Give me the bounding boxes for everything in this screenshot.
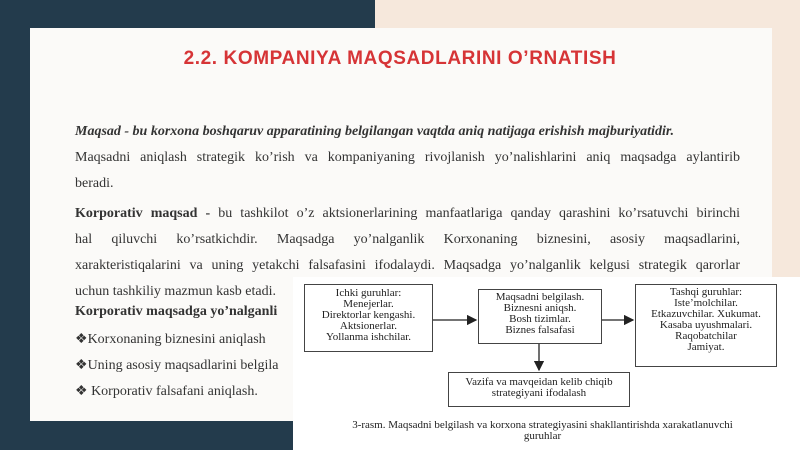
paragraph-1-line-2: beradi. (75, 176, 114, 191)
corporate-line-3: xarakteristiqalarini va uning yetakchi falsafasini ifodalaydi. Maqsadga yo’nalganlik kelgusi strategik qarorlar (75, 258, 740, 273)
box-line: Maqsadni belgilash. (495, 291, 585, 303)
bullet-list (75, 327, 278, 405)
figure-caption (305, 420, 780, 442)
list-item-text: Korporativ falsafani aniqlash. (87, 384, 258, 399)
corporate-line-2: hal qiluvchi ko’rsatkichdir. Maqsadga yo’nalganlik Korxonaning biznesini, asosiy maqsadlarini, (75, 232, 740, 247)
list-item-text: Uning asosiy maqsadlarini belgila (87, 358, 279, 373)
box-line: Vazifa va mavqeidan kelib chiqib (465, 376, 613, 388)
flow-diagram (293, 277, 800, 450)
caption-line-2: guruhlar (523, 430, 562, 442)
list-item (75, 353, 278, 379)
box-line: strategiyani ifodalash (491, 387, 587, 399)
box-line: Biznesni aniqsh. (503, 302, 577, 314)
center-goal-box (478, 289, 602, 344)
diamond-bullet-icon: ❖ (75, 384, 88, 399)
external-groups-box (635, 284, 777, 367)
slide-title: 2.2. KOMPANIYA MAQSADLARINI O’RNATISH (183, 48, 617, 69)
box-line: Ichki guruhlar: (335, 287, 402, 299)
box-line: Kasaba uyushmalari. (659, 319, 753, 331)
internal-groups-box (304, 284, 433, 352)
list-item (75, 327, 278, 353)
box-line: Raqobatchilar (675, 330, 737, 342)
caption-line-1: 3-rasm. Maqsadni belgilash va korxona strategiyasini shakllantirishda xarakatlanuvchi (352, 419, 733, 431)
box-line: Biznes falsafasi (505, 324, 575, 336)
diamond-bullet-icon: ❖ (75, 358, 88, 373)
box-line: Aktsionerlar. (339, 320, 398, 332)
box-line: Tashqi guruhlar: (669, 286, 743, 298)
corporate-line-1-rest: bu tashkilot o’z aktsionerlarining manfaatlariga qanday qarashini ko’rsatuvchi birinchi (218, 206, 741, 221)
orientation-heading: Korporativ maqsadga yo’nalganli (75, 304, 278, 319)
corporate-term: Korporativ maqsad - (75, 206, 211, 221)
box-line: Iste’molchilar. (674, 297, 738, 309)
box-line: Menejerlar. (343, 298, 394, 310)
corporate-line-1 (75, 201, 740, 227)
box-line: Direktorlar kengashi. (321, 309, 416, 321)
box-line: Jamiyat. (687, 341, 725, 353)
corporate-line-4: uchun tashkiliy mazmun kasb etadi. (75, 284, 277, 299)
maqsad-definition: Maqsad - bu korxona boshqaruv apparatining belgilangan vaqtda aniq natijaga erishish majburiyatidir. (75, 124, 675, 139)
diamond-bullet-icon: ❖ (75, 332, 88, 347)
box-line: Bosh tizimlar. (509, 313, 571, 325)
list-item (75, 379, 278, 405)
paragraph-1-line-1: Maqsadni aniqlash strategik ko’rish va kompaniyaning rivojlanish yo’nalishlarini aniq maqsadga aylantirib (75, 150, 740, 165)
box-line: Etkazuvchilar. Xukumat. (651, 308, 761, 320)
box-line: Yollanma ishchilar. (325, 331, 412, 343)
strategy-result-box (448, 372, 630, 407)
list-item-text: Korxonaning biznesini aniqlash (87, 332, 266, 347)
definition-paragraph (75, 119, 740, 145)
